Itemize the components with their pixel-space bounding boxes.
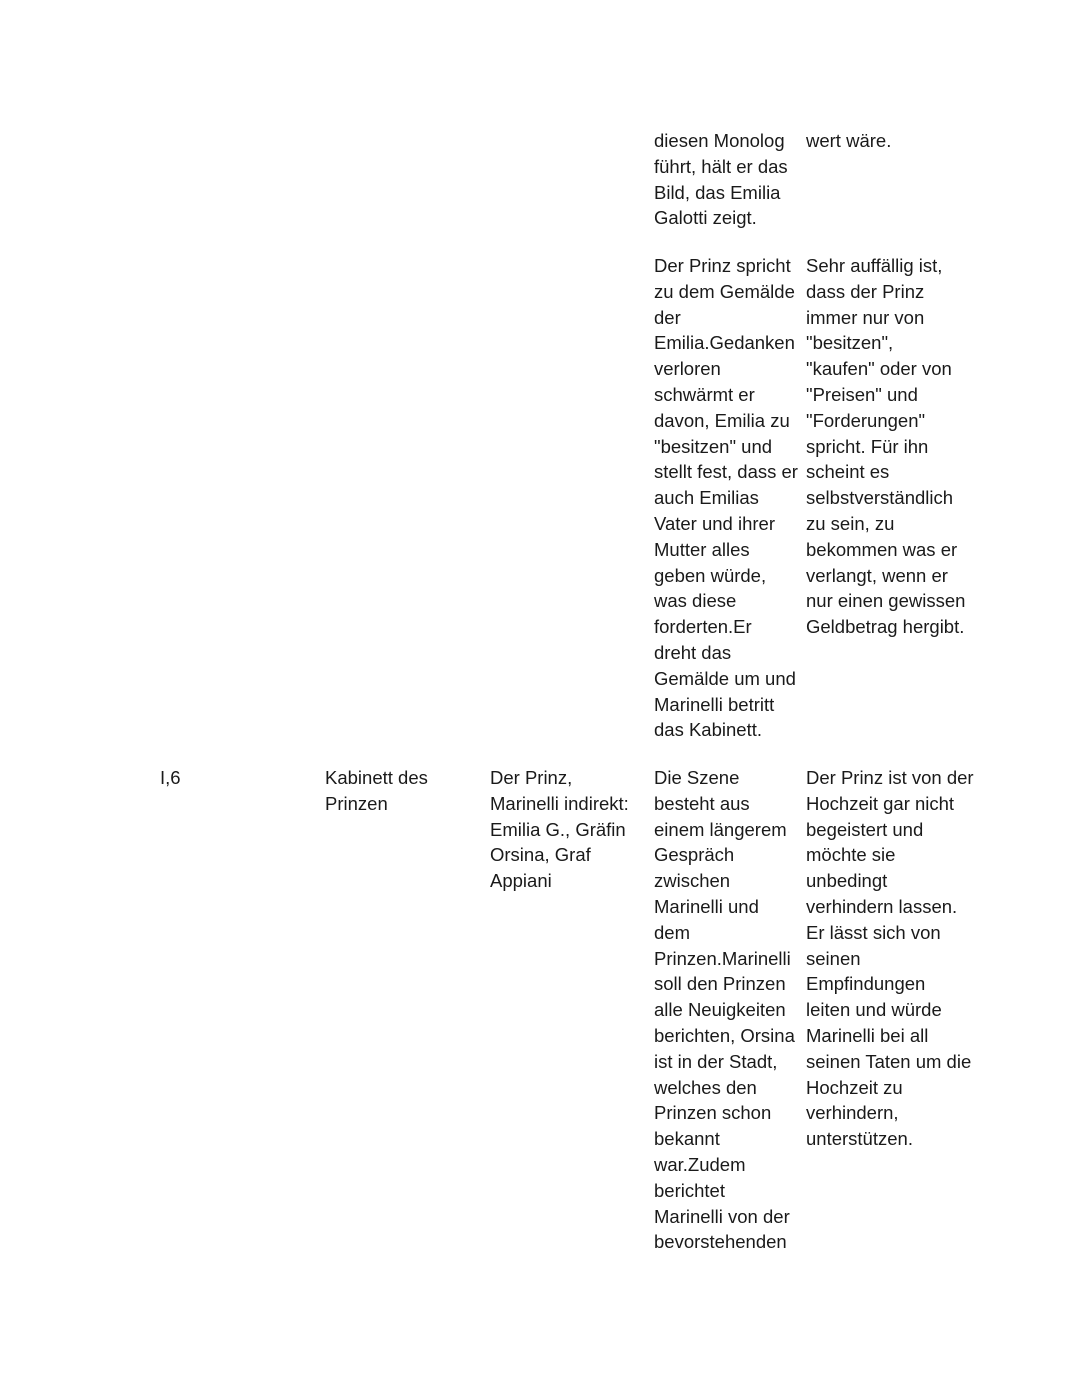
row-1-analysis-cell: Sehr auffällig ist, dass der Prinz immer nur von "besitzen", "kaufen" oder von "Preisen" und "Forderungen" spricht. Für ihn scheint es selbstverständlich zu sein, zu bekommen was er verlangt, wenn er nur einen gewissen Geldbetrag hergibt. bbox=[806, 255, 966, 638]
row-1-content-cell: Der Prinz spricht zu dem Gemälde der Emilia.Gedanken verloren schwärmt er davon, Emilia zu "besitzen" und stellt fest, dass er auch Emilias Vater und ihrer Mutter alles geben würde, was diese forderten.Er dreht das Gemälde um und Marinelli betritt das Kabinett. bbox=[654, 255, 798, 741]
row-2-persons-cell: Der Prinz, Marinelli indirekt: Emilia G., Gräfin Orsina, Graf Appiani bbox=[490, 767, 629, 892]
row-2-place-cell: Kabinett des Prinzen bbox=[325, 767, 428, 814]
row-0-analysis-cell: wert wäre. bbox=[806, 130, 892, 151]
row-2-act-cell: I,6 bbox=[160, 767, 181, 788]
row-2-content-cell: Die Szene besteht aus einem längerem Gespräch zwischen Marinelli und dem Prinzen.Marinelli soll den Prinzen alle Neuigkeiten berichten, Orsina ist in der Stadt, welches den Prinzen schon bekannt war.Zudem berichtet Marinelli von der bevorstehenden bbox=[654, 767, 795, 1253]
row-0-content-cell: diesen Monolog führt, hält er das Bild, das Emilia Galotti zeigt. bbox=[654, 130, 788, 229]
row-2-analysis-cell: Der Prinz ist von der Hochzeit gar nicht begeistert und möchte sie unbedingt verhindern lassen. Er lässt sich von seinen Empfindungen leiten und würde Marinelli bei all seinen Taten um die Hochzeit zu verhindern, unterstützen. bbox=[806, 767, 974, 1150]
